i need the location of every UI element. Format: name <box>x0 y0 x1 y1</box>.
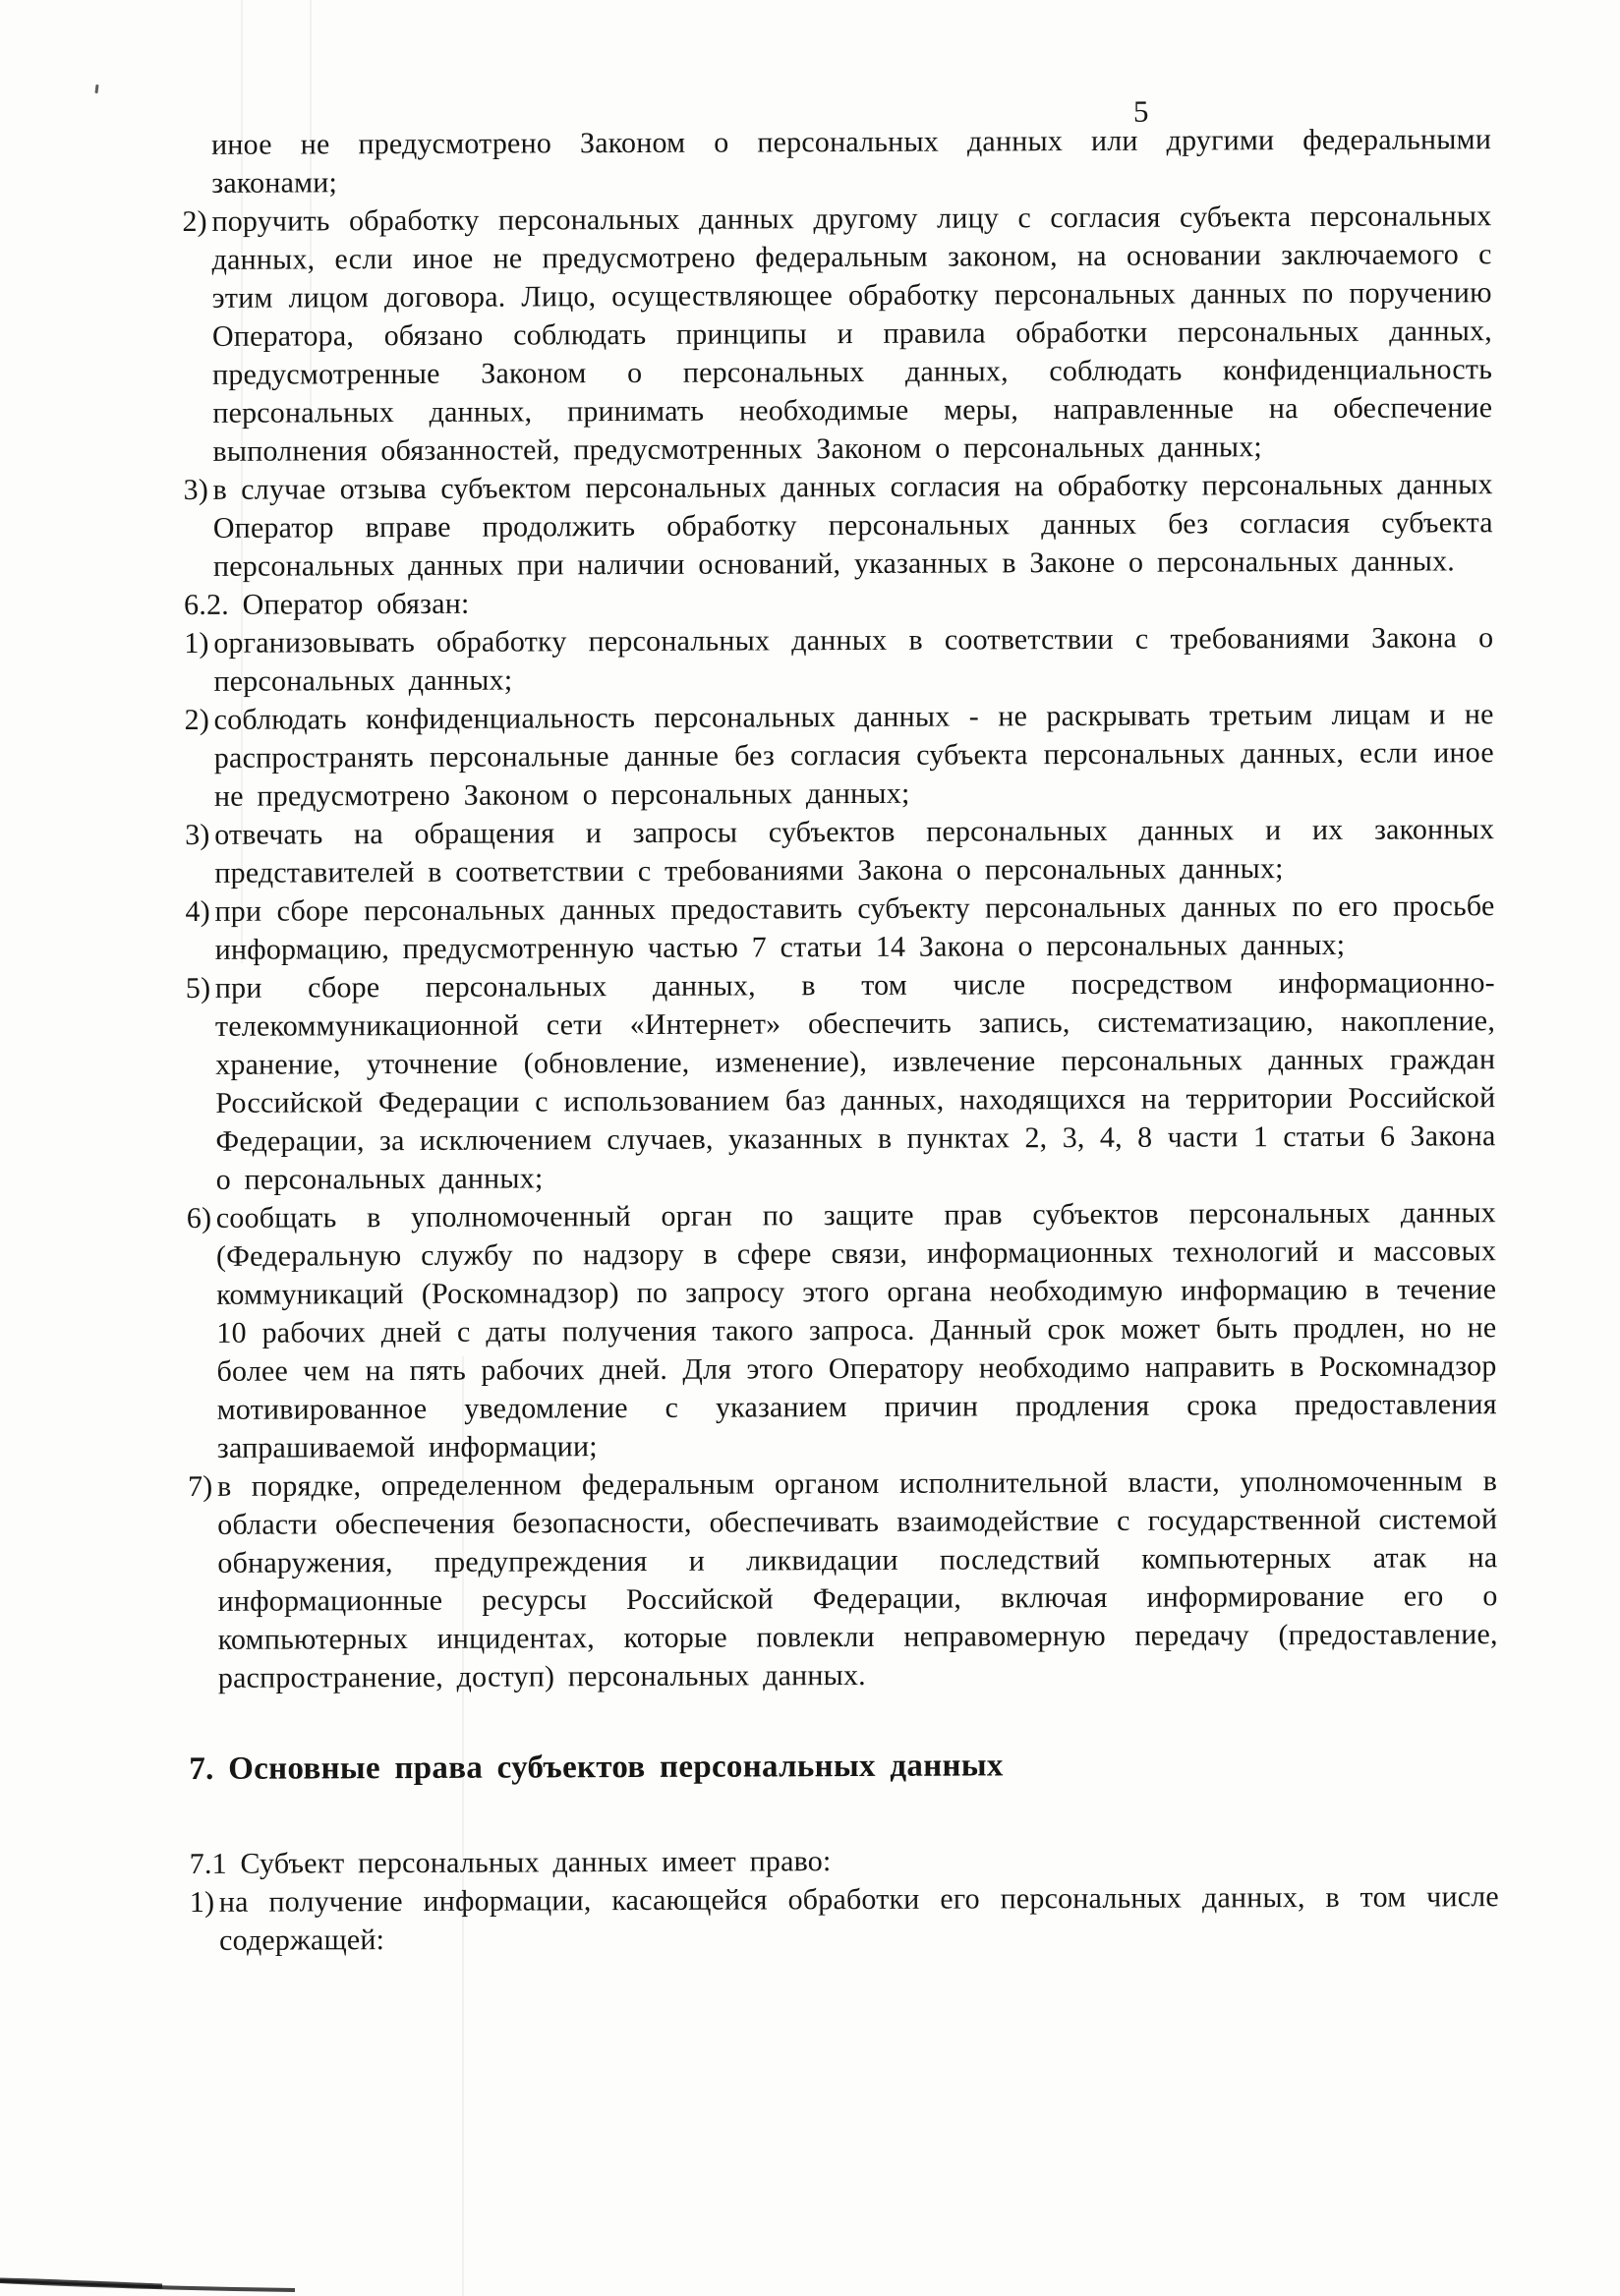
scan-artifact-speck <box>94 85 98 93</box>
list-item-text: в порядке, определенном федеральным органом исполнительной власти, уполномоченным в области обеспечения безопасности, обеспечивать взаимодействие с государственной системой обнаружения, предупреждения и ликвидации последствий компьютерных атак на информационные ресурсы Российской Федерации, включая информирование его о компьютерных инцидентах, которые повлекли неправомерную передачу (предоставление, распространение, доступ) персональных данных. <box>216 1464 1498 1694</box>
scan-artifact-bottom-line <box>0 2276 305 2296</box>
list-item-number: 3) <box>185 818 210 851</box>
paragraph-continuation: иное не предусмотрено Законом о персональных данных или другими федеральными законами; <box>211 123 1492 200</box>
page-number: 5 <box>1132 93 1149 129</box>
list-item-text: соблюдать конфиденциальность персональных данных - не раскрывать третьим лицам и не распространять персональные данные без согласия субъекта персональных данных, если иное не предусмотрено Законом о персональных данных; <box>213 698 1494 813</box>
list-item-text: сообщать в уполномоченный орган по защите прав субъектов персональных данных (Федеральную службу по надзору в сфере связи, информационных технологий и массовых коммуникаций (Роскомнадзор) по запросу этого органа необходимую информацию в течение 10 рабочих дней с даты получения такого запроса. Данный срок может быть продлен, но не более чем на пять рабочих дней. Для этого Оператору необходимо направить в Роскомнадзор мотивированное уведомление с указанием причин продления срока предоставления запрашиваемой информации; <box>215 1196 1497 1464</box>
list-item <box>187 1193 1497 1467</box>
list-item-number: 4) <box>185 894 210 928</box>
list-item <box>184 465 1493 586</box>
list-item <box>184 618 1493 701</box>
list-item-text: организовывать обработку персональных данных в соответствии с требованиями Закона о персональных данных; <box>213 621 1494 698</box>
list-item-text: отвечать на обращения и запросы субъектов персональных данных и их законных представителей в соответствии с требованиями Закона о персональных данных; <box>214 813 1495 890</box>
list-item-text: поручить обработку персональных данных другому лицу с согласия субъекта персональных данных, если иное не предусмотрено федеральным законом, на основании заключаемого с этим лицом договора. Лицо, осуществляющее обработку персональных данных по поручению Оператора, обязано соблюдать принципы и правила обработки персональных данных, предусмотренные Законом о персональных данных, соблюдать конфиденциальность персональных данных, принимать необходимые меры, направленные на обеспечение выполнения обязанностей, предусмотренных Законом о персональных данных; <box>211 200 1493 468</box>
list-item-number: 2) <box>184 703 210 736</box>
document-content <box>182 93 1499 1960</box>
list-item <box>182 197 1492 471</box>
list-item-number: 7) <box>187 1469 213 1503</box>
list-item <box>185 887 1494 969</box>
list-item <box>186 963 1496 1199</box>
list-item-text: в случае отзыва субъектом персональных данных согласия на обработку персональных данных Оператор вправе продолжить обработку персональных данных без согласия субъекта персональных данных при наличии оснований, указанных в Законе о персональных данных. <box>212 468 1493 583</box>
list-item-number: 2) <box>182 204 207 238</box>
list-item <box>190 1877 1499 1960</box>
list-item-number: 1) <box>184 626 209 660</box>
list-item-number: 6) <box>186 1201 212 1234</box>
list-item <box>185 695 1494 816</box>
list-item <box>185 810 1494 892</box>
list-item-number: 3) <box>183 473 209 506</box>
list-item-text: на получение информации, касающейся обработки его персональных данных, в том числе содержащей: <box>218 1880 1499 1957</box>
section-7-heading: 7. Основные права субъектов персональных данных <box>189 1748 1004 1787</box>
list-item-number: 1) <box>189 1885 215 1919</box>
list-item-text: при сборе персональных данных, в том числе посредством информационно-телекоммуникационной сети «Интернет» обеспечить запись, систематизацию, накопление, хранение, уточнение (обновление, изменение), извлечение персональных данных граждан Российской Федерации с использованием баз данных, находящихся на территории Российской Федерации, за исключением случаев, указанных в пунктах 2, 3, 4, 8 части 1 статьи 6 Закона о персональных данных; <box>214 966 1496 1196</box>
list-item <box>188 1462 1498 1697</box>
section-6-2-heading: 6.2. Оператор обязан: <box>184 587 470 621</box>
section-7-1-heading: 7.1 Субъект персональных данных имеет право: <box>189 1845 832 1880</box>
list-item-text: при сборе персональных данных предоставить субъекту персональных данных по его просьбе информацию, предусмотренную частью 7 статьи 14 Закона о персональных данных; <box>214 890 1495 966</box>
list-item-number: 5) <box>185 971 211 1004</box>
